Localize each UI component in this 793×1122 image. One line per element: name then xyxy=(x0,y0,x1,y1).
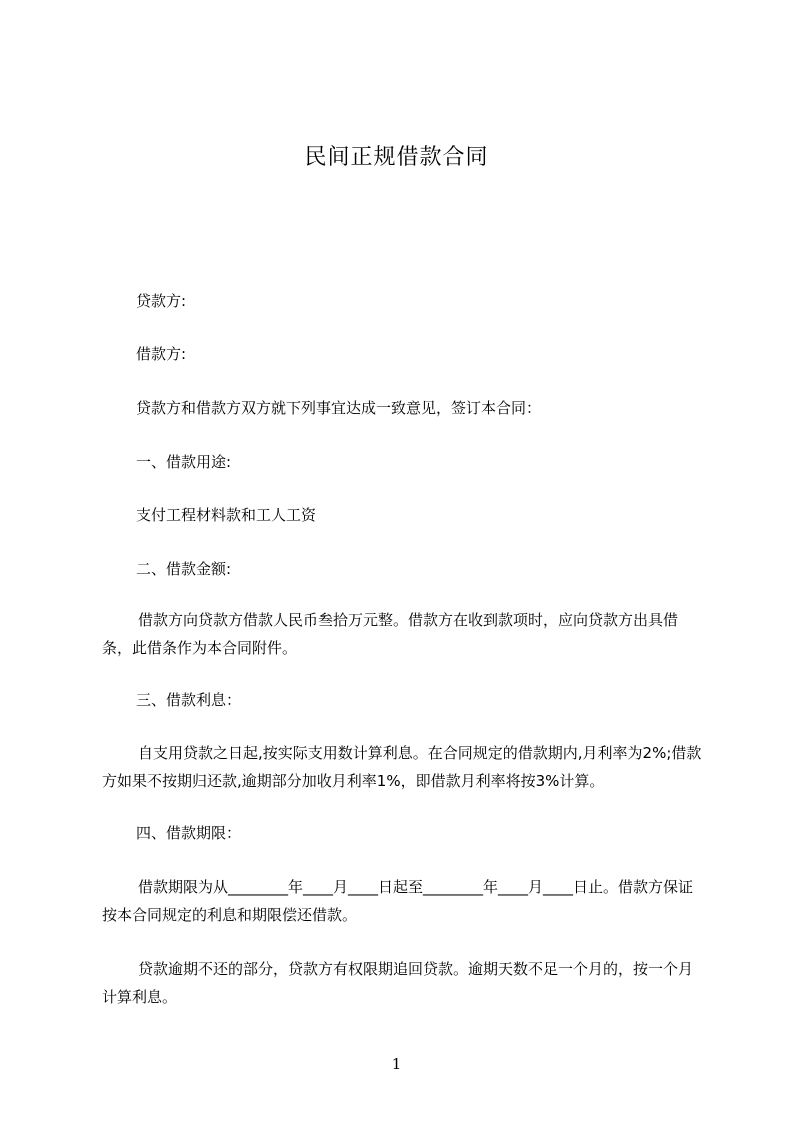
section2-heading: 二、借款金额: xyxy=(136,560,232,578)
section2-text: 借款方向贷款方借款人民币叁拾万元整。借款方在收到款项时，应向贷款方出具借条，此借条作为本合同附件。 xyxy=(102,611,679,657)
section4-heading: 四、借款期限： xyxy=(136,824,242,842)
document-title: 民间正规借款合同 xyxy=(304,145,489,170)
borrower-label: 借款方: xyxy=(136,345,187,363)
section3-text: 自支用贷款之日起,按实际支用数计算利息。在合同规定的借款期内,月利率为2%;借款方如果不按期归还款,逾期部分加收月利率1%，即借款月利率将按3%计算。 xyxy=(102,744,702,790)
overdue-text: 贷款逾期不还的部分，贷款方有权限期追回贷款。逾期天数不足一个月的，按一个月计算利息。 xyxy=(102,960,694,1006)
page-number: 1 xyxy=(391,1055,402,1073)
section1-text: 支付工程材料款和工人工资 xyxy=(136,506,317,524)
section3-heading: 三、借款利息： xyxy=(136,691,242,709)
section1-heading: 一、借款用途: xyxy=(136,453,232,471)
lender-label: 贷款方: xyxy=(136,292,187,310)
section4-text: 借款期限为从________年____月____日起至________年____月____日止。借款方保证按本合同规定的利息和期限偿还借款。 xyxy=(102,878,694,924)
intro-text: 贷款方和借款方双方就下列事宜达成一致意见，签订本合同： xyxy=(136,399,542,417)
